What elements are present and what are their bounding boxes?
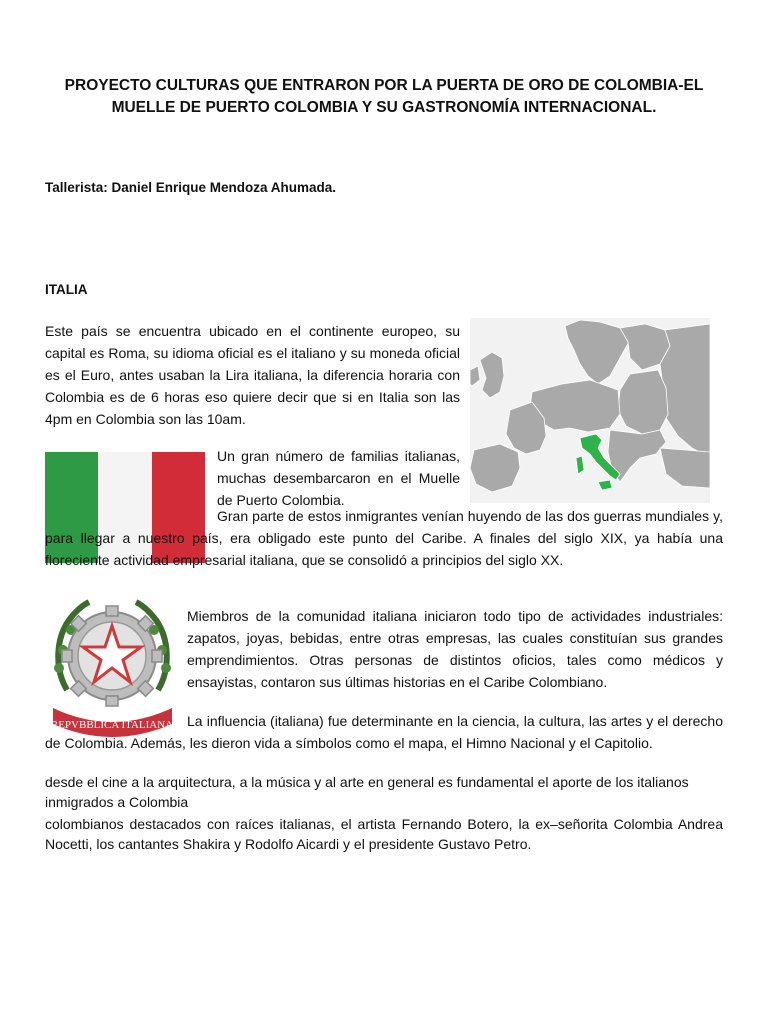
europe-map-icon	[470, 318, 710, 503]
paragraph-community-members: Miembros de la comunidad italiana iniciaron todo tipo de actividades industriales: zapatos, joyas, bebidas, entre otras empresas, las cuales constituían sus grandes emprendimientos. Otras personas de distintos oficios, tales como médicos y ensayistas, contaron sus últimas historias en el Caribe Colombiano.	[187, 608, 723, 690]
paragraph-migration: Gran parte de estos inmigrantes venían huyendo de las dos guerras mundiales y, para llegar a nuestro país, era obligado este punto del Caribe. A finales del siglo XIX, ya había una floreciente actividad empresarial italiana, que se consolidó a principios del siglo XX.	[45, 508, 723, 568]
document-title: PROYECTO CULTURAS QUE ENTRARON POR LA PUERTA DE ORO DE COLOMBIA-EL MUELLE DE PUERTO COLOMBIA Y SU GASTRONOMÍA INTERNACIONAL.	[64, 77, 704, 116]
paragraph-intro: Este país se encuentra ubicado en el continente europeo, su capital es Roma, su idioma oficial es el italiano y su moneda oficial es el Euro, antes usaban la Lira italiana, la diferencia horaria con Colombia es de 6 horas eso quiere decir que si en Italia son las 4pm en Colombia son las 10am.	[45, 323, 460, 427]
paragraph-families: Un gran número de familias italianas, muchas desembarcaron en el Muelle de Puerto Colombia.	[217, 448, 460, 508]
section-heading-italia: ITALIA	[45, 282, 88, 297]
paragraph-notable-colombians: colombianos destacados con raíces italianas, el artista Fernando Botero, la ex–señorita Colombia Andrea Nocetti, los cantantes Shakira y Rodolfo Aicardi y el presidente Gustavo Petro.	[45, 816, 723, 852]
author-line: Tallerista: Daniel Enrique Mendoza Ahumada.	[45, 180, 337, 195]
paragraph-influence: La influencia (italiana) fue determinante en la ciencia, la cultura, las artes y el derecho de Colombia. Además, les dieron vida a símbolos como el mapa, el Himno Nacional y el Capitolio.	[45, 713, 723, 751]
emblem-ribbon-text: REPVBBLICA ITALIANA	[50, 719, 174, 731]
paragraph-cinema-architecture: desde el cine a la arquitectura, a la música y al arte en general es fundamental el aporte de los italianos inmigrados a Colombia	[45, 774, 689, 810]
